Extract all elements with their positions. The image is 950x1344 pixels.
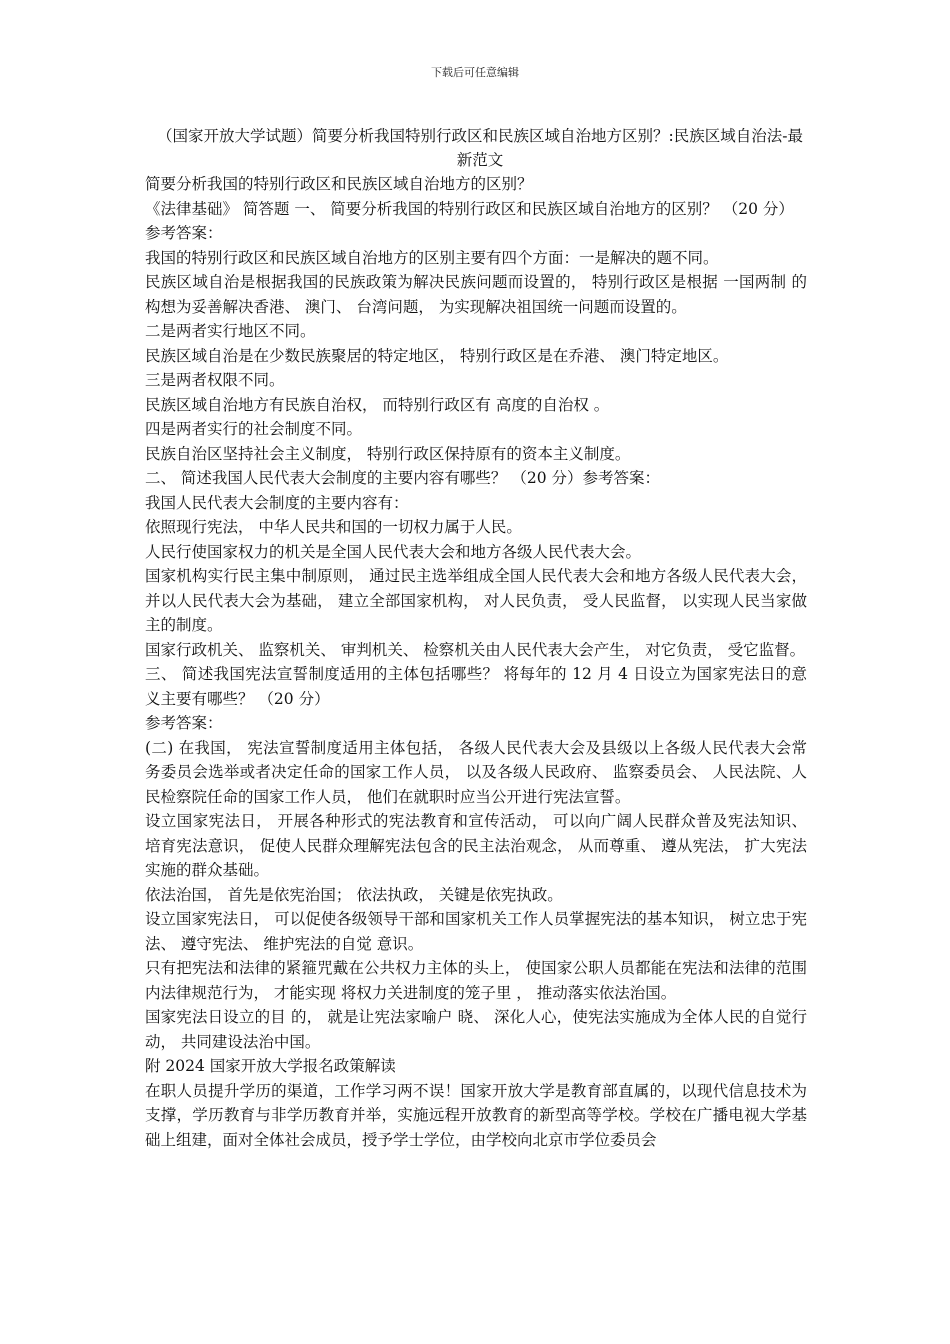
paragraph: 只有把宪法和法律的紧箍咒戴在公共权力主体的头上， 使国家公职人员都能在宪法和法律的范围内法律规范行为， 才能实现 将权力关进制度的笼子里 ， 推动落实依法治国。 xyxy=(145,959,807,1002)
paragraph: 我国人民代表大会制度的主要内容有： xyxy=(145,493,409,512)
paragraph: 我国的特别行政区和民族区域自治地方的区别主要有四个方面：一是解决的题不同。 xyxy=(145,248,719,267)
paragraph: 《法律基础》 简答题 一、 简要分析我国的特别行政区和民族区域自治地方的区别？ （20 分） xyxy=(145,199,794,218)
paragraph: 民族区域自治是在少数民族聚居的特定地区， 特别行政区是在乔港、 澳门特定地区。 xyxy=(145,346,729,365)
paragraph: 二是两者实行地区不同。 xyxy=(145,322,316,340)
paragraph: 设立国家宪法日， 开展各种形式的宪法教育和宣传活动， 可以向广阔人民群众普及宪法知识、 培育宪法意识， 促使人民群众理解宪法包含的民主法治观念， 从而尊重、 遵从宪法， 扩大宪法实施的群众基础。 xyxy=(145,812,807,879)
paragraph: 设立国家宪法日， 可以促使各级领导干部和国家机关工作人员掌握宪法的基本知识， 树立忠于宪法、 遵守宪法、 维护宪法的自觉 意识。 xyxy=(145,910,807,953)
paragraph: 三、 简述我国宪法宣誓制度适用的主体包括哪些？ 将每年的 12 月 4 日设立为国家宪法日的意义主要有哪些？ （20 分） xyxy=(145,665,807,708)
paragraph: 依法治国， 首先是依宪治国； 依法执政， 关键是依宪执政。 xyxy=(145,885,563,904)
paragraph: 国家行政机关、 监察机关、 审判机关、 检察机关由人民代表大会产生， 对它负责， 受它监督。 xyxy=(145,640,806,659)
paragraph: 民族区域自治地方有民族自治权， 而特别行政区有 高度的自治权 。 xyxy=(145,395,610,414)
paragraph: (二) 在我国， 宪法宣誓制度适用主体包括， 各级人民代表大会及县级以上各级人民代表大会常务委员会选举或者决定任命的国家工作人员， 以及各级人民政府、 监察委员会、 人民法院、人民检察院任命的国家工作人员， 他们在就职时应当公开进行宪法宣誓。 xyxy=(145,738,807,806)
document-body xyxy=(145,172,807,1152)
paragraph: 人民行使国家权力的机关是全国人民代表大会和地方各级人民代表大会。 xyxy=(145,542,642,561)
paragraph: 依照现行宪法， 中华人民共和国的一切权力属于人民。 xyxy=(145,518,522,536)
paragraph: 国家宪法日设立的目 的， 就是让宪法家喻户 晓、 深化人心，使宪法实施成为全体人民的自觉行动， 共同建设法治中国。 xyxy=(145,1008,807,1051)
paragraph: 参考答案： xyxy=(145,224,223,242)
paragraph: 参考答案： xyxy=(145,714,223,732)
paragraph: 四是两者实行的社会制度不同。 xyxy=(145,420,363,438)
paragraph: 附 2024 国家开放大学报名政策解读 xyxy=(145,1057,396,1075)
paragraph: 民族区域自治是根据我国的民族政策为解决民族问题而设置的， 特别行政区是根据 一国两制 的构想为妥善解决香港、 澳门、 台湾问题， 为实现解决祖国统一问题而设置的。 xyxy=(145,273,807,316)
page-header: 下载后可任意编辑 xyxy=(431,66,519,79)
document-title: （国家开放大学试题）简要分析我国特别行政区和民族区域自治地方区别？:民族区域自治法-最新范文 xyxy=(157,127,803,169)
paragraph: 二、 简述我国人民代表大会制度的主要内容有哪些？ （20 分）参考答案： xyxy=(145,469,661,487)
paragraph: 三是两者权限不同。 xyxy=(145,371,285,389)
paragraph: 民族自治区坚持社会主义制度， 特别行政区保持原有的资本主义制度。 xyxy=(145,444,631,463)
paragraph: 国家机构实行民主集中制原则， 通过民主选举组成全国人民代表大会和地方各级人民代表大会， 并以人民代表大会为基础， 建立全部国家机构， 对人民负责， 受人民监督， 以实现人民当家做主的制度。 xyxy=(145,567,807,634)
paragraph: 在职人员提升学历的渠道，工作学习两不误！国家开放大学是教育部直属的，以现代信息技术为支撑，学历教育与非学历教育并举，实施远程开放教育的新型高等学校。学校在广播电视大学基础上组建，面对全体社会成员，授予学士学位，由学校向北京市学位委员会 xyxy=(145,1081,807,1149)
paragraph: 简要分析我国的特别行政区和民族区域自治地方的区别？ xyxy=(145,175,533,193)
